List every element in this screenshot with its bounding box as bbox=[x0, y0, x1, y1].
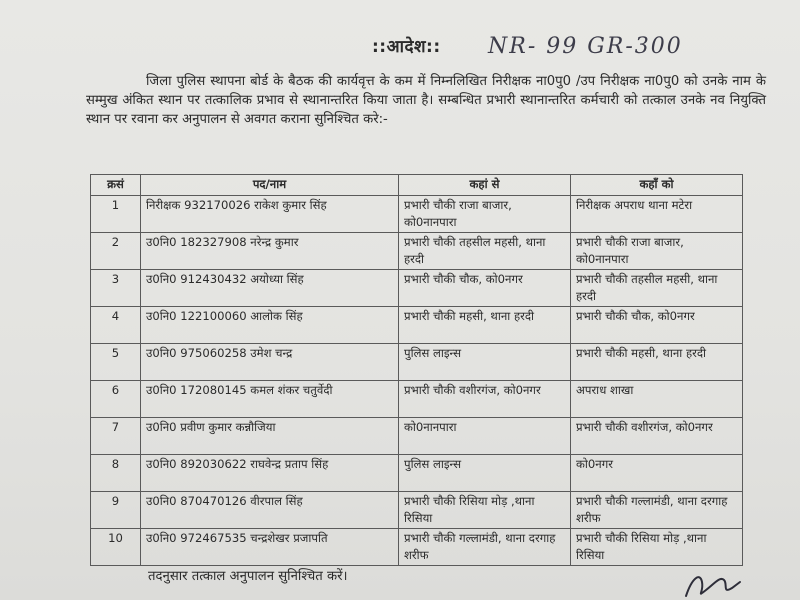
cell-from: को0नानपारा bbox=[399, 418, 571, 455]
cell-name: उ0नि0 892030622 राघवेन्द्र प्रताप सिंह bbox=[141, 455, 399, 492]
cell-to: प्रभारी चौकी रिसिया मोड़ ,थाना रिसिया bbox=[571, 529, 743, 566]
cell-name: उ0नि0 182327908 नरेन्द्र कुमार bbox=[141, 233, 399, 270]
cell-to: प्रभारी चौकी तहसील महसी, थाना हरदी bbox=[571, 270, 743, 307]
cell-serial: 3 bbox=[91, 270, 141, 307]
cell-serial: 8 bbox=[91, 455, 141, 492]
cell-from: प्रभारी चौकी राजा बाजार, को0नानपारा bbox=[399, 196, 571, 233]
cell-to: अपराध शाखा bbox=[571, 381, 743, 418]
cell-from: प्रभारी चौकी वशीरगंज, को0नगर bbox=[399, 381, 571, 418]
table-row bbox=[91, 418, 743, 455]
cell-serial: 4 bbox=[91, 307, 141, 344]
cell-to: प्रभारी चौकी राजा बाजार, को0नानपारा bbox=[571, 233, 743, 270]
table-row bbox=[91, 492, 743, 529]
cell-to: निरीक्षक अपराध थाना मटेरा bbox=[571, 196, 743, 233]
table-row bbox=[91, 270, 743, 307]
header-name: पद/नाम bbox=[141, 175, 399, 196]
intro-paragraph bbox=[86, 72, 766, 129]
signature-mark bbox=[682, 568, 742, 600]
cell-to: प्रभारी चौकी चौक, को0नगर bbox=[571, 307, 743, 344]
cell-from: प्रभारी चौकी गल्लामंडी, थाना दरगाह शरीफ bbox=[399, 529, 571, 566]
cell-name: उ0नि0 प्रवीण कुमार कन्नौजिया bbox=[141, 418, 399, 455]
closing-instruction: तदनुसार तत्काल अनुपालन सुनिश्चित करें। bbox=[148, 569, 348, 584]
cell-to: प्रभारी चौकी गल्लामंडी, थाना दरगाह शरीफ bbox=[571, 492, 743, 529]
table-row bbox=[91, 455, 743, 492]
header-from: कहां से bbox=[399, 175, 571, 196]
cell-name: उ0नि0 912430432 अयोध्या सिंह bbox=[141, 270, 399, 307]
transfer-table bbox=[90, 174, 743, 566]
header-serial: क्रसं bbox=[91, 175, 141, 196]
cell-name: उ0नि0 122100060 आलोक सिंह bbox=[141, 307, 399, 344]
cell-from: पुलिस लाइन्स bbox=[399, 455, 571, 492]
cell-from: प्रभारी चौकी तहसील महसी, थाना हरदी bbox=[399, 233, 571, 270]
cell-from: प्रभारी चौकी चौक, को0नगर bbox=[399, 270, 571, 307]
cell-serial: 2 bbox=[91, 233, 141, 270]
cell-serial: 1 bbox=[91, 196, 141, 233]
table-row bbox=[91, 196, 743, 233]
cell-serial: 6 bbox=[91, 381, 141, 418]
cell-name: उ0नि0 975060258 उमेश चन्द्र bbox=[141, 344, 399, 381]
cell-from: प्रभारी चौकी महसी, थाना हरदी bbox=[399, 307, 571, 344]
table-row bbox=[91, 381, 743, 418]
table-row bbox=[91, 233, 743, 270]
cell-serial: 10 bbox=[91, 529, 141, 566]
handwritten-reference: NR- 99 GR-300 bbox=[488, 34, 683, 59]
cell-name: उ0नि0 972467535 चन्द्रशेखर प्रजापति bbox=[141, 529, 399, 566]
cell-serial: 9 bbox=[91, 492, 141, 529]
cell-to: प्रभारी चौकी महसी, थाना हरदी bbox=[571, 344, 743, 381]
cell-serial: 7 bbox=[91, 418, 141, 455]
header-to: कहाँ को bbox=[571, 175, 743, 196]
table-row bbox=[91, 307, 743, 344]
cell-name: उ0नि0 870470126 वीरपाल सिंह bbox=[141, 492, 399, 529]
cell-name: उ0नि0 172080145 कमल शंकर चतुर्वेदी bbox=[141, 381, 399, 418]
order-heading: ::आदेश:: bbox=[372, 37, 441, 57]
table-row bbox=[91, 344, 743, 381]
cell-from: प्रभारी चौकी रिसिया मोड़ ,थाना रिसिया bbox=[399, 492, 571, 529]
table-row bbox=[91, 529, 743, 566]
cell-name: निरीक्षक 932170026 राकेश कुमार सिंह bbox=[141, 196, 399, 233]
cell-to: प्रभारी चौकी वशीरगंज, को0नगर bbox=[571, 418, 743, 455]
cell-to: को0नगर bbox=[571, 455, 743, 492]
cell-from: पुलिस लाइन्स bbox=[399, 344, 571, 381]
intro-text: जिला पुलिस स्थापना बोर्ड के बैठक की कार्यवृत्त के कम में निम्नलिखित निरीक्षक ना0पु0 /उप निरीक्षक ना0पु0 को उनके नाम के सम्मुख अंकित स्थान पर तत्कालिक प्रभाव से स्थानान्तरित किया जाता है। सम्बन्धित प्रभारी स्थानान्तरित कर्मचारी को तत्काल उनके नव नियुक्ति स्थान पर रवाना कर अनुपालन से अवगत कराना सुनिश्चित करे:- bbox=[86, 74, 766, 127]
table-header-row bbox=[91, 175, 743, 196]
cell-serial: 5 bbox=[91, 344, 141, 381]
